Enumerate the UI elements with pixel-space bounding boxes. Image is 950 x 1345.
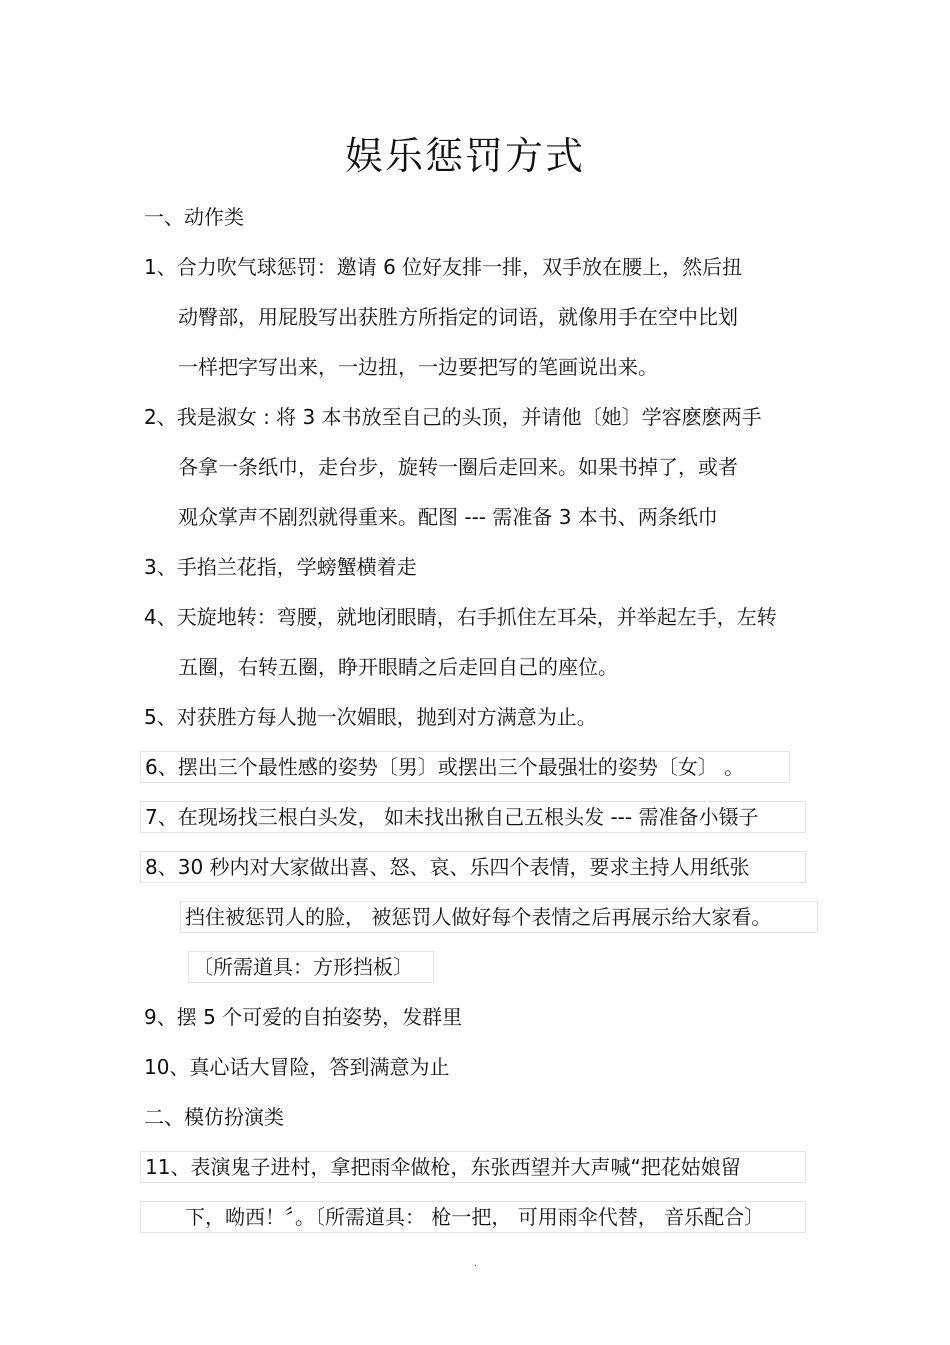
list-item-2-line1: 2、我是淑女 : 将 3 本书放至自己的头顶，并请他〔她〕学容麽麽两手 [144, 405, 762, 429]
list-item-2-line3: 观众掌声不剧烈就得重来。配图 --- 需准备 3 本书、两条纸巾 [178, 505, 718, 529]
list-item-11-line1: 11、表演鬼子进村，拿把雨伞做枪，东张西望并大声喊“把花姑娘留 [140, 1151, 806, 1183]
list-item-9: 9、摆 5 个可爱的自拍姿势，发群里 [144, 1005, 463, 1029]
list-item-6: 6、摆出三个最性感的姿势〔男〕或摆出三个最强壮的姿势〔女〕 。 [140, 751, 790, 783]
list-item-10: 10、真心话大冒险，答到满意为止 [144, 1055, 450, 1079]
list-item-2-line2: 各拿一条纸巾，走台步，旋转一圈后走回来。如果书掉了，或者 [178, 455, 738, 479]
list-item-4-line2: 五圈，右转五圈，睁开眼睛之后走回自己的座位。 [178, 655, 618, 679]
list-item-1-line3: 一样把字写出来，一边扭，一边要把写的笔画说出来。 [178, 355, 658, 379]
section-heading-actions: 一、动作类 [144, 205, 244, 229]
footer-dot: . [474, 1258, 478, 1269]
list-item-1-line2: 动臀部，用屁股写出获胜方所指定的词语，就像用手在空中比划 [178, 305, 738, 329]
list-item-8-line2: 挡住被惩罚人的脸， 被惩罚人做好每个表情之后再展示给大家看。 [180, 901, 818, 933]
list-item-5: 5、对获胜方每人抛一次媚眼，抛到对方满意为止。 [144, 705, 597, 729]
list-item-1-line1: 1、合力吹气球惩罚：邀请 6 位好友排一排，双手放在腰上，然后扭 [144, 255, 743, 279]
list-item-3: 3、手掐兰花指，学螃蟹横着走 [144, 555, 417, 579]
list-item-11-line2: 下，呦西！〞。〔所需道具： 枪一把， 可用雨伞代替， 音乐配合〕 [140, 1201, 806, 1233]
page-title: 娱乐惩罚方式 [344, 134, 585, 178]
section-heading-imitation: 二、模仿扮演类 [144, 1105, 284, 1129]
list-item-8-props: 〔所需道具：方形挡板〕 [188, 951, 434, 983]
list-item-7: 7、在现场找三根白头发， 如未找出揪自己五根头发 --- 需准备小镊子 [140, 801, 806, 833]
list-item-4-line1: 4、天旋地转：弯腰，就地闭眼睛，右手抓住左耳朵，并举起左手，左转 [144, 605, 777, 629]
list-item-8-line1: 8、30 秒内对大家做出喜、怒、哀、乐四个表情，要求主持人用纸张 [140, 851, 806, 883]
